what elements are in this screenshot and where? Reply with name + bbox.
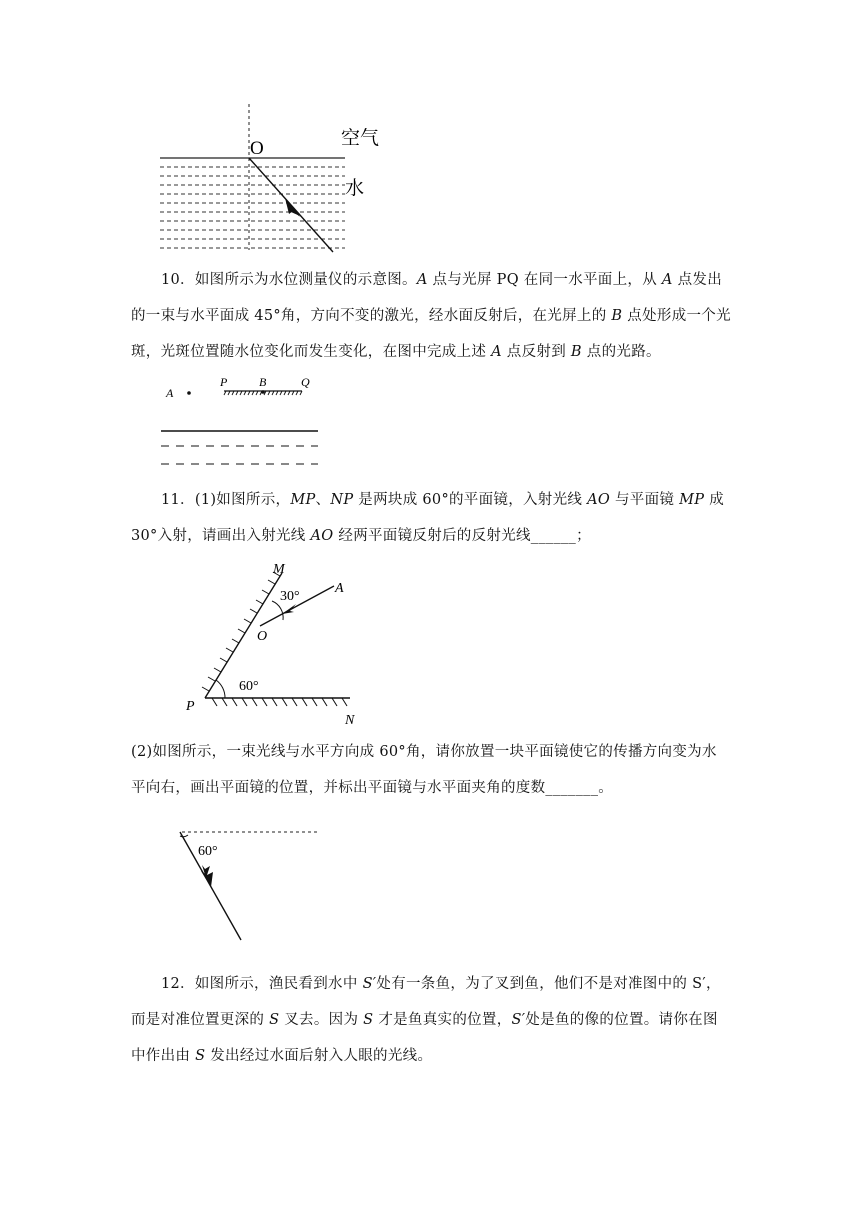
ray-ao: AO bbox=[310, 528, 334, 544]
question-number: 10． bbox=[161, 272, 195, 288]
text: 、 bbox=[315, 492, 331, 508]
text: 叉去。因为 bbox=[279, 1012, 364, 1028]
point-q-label: Q bbox=[301, 375, 310, 389]
text: 点处形成一个光斑，光斑位置随水位变化而发生变化，在图中完成上述 bbox=[131, 308, 731, 360]
point-s: S bbox=[195, 1048, 206, 1064]
mirror-mp: MP bbox=[290, 492, 316, 508]
text: 如图所示，渔民看到水中 bbox=[194, 976, 363, 992]
ray-arrow bbox=[282, 604, 296, 614]
text: 点发出的一束与水平面成 45°角，方向不变的激光，经水面反射后，在光屏上的 bbox=[131, 272, 723, 324]
angle-60-label: 60° bbox=[198, 844, 218, 859]
text: 处是鱼的像的位置。请你在图中作出由 bbox=[131, 1012, 718, 1064]
ray-ao: AO bbox=[587, 492, 611, 508]
image-s-prime: S′ bbox=[362, 976, 377, 992]
point-b-label: B bbox=[259, 375, 267, 389]
air-label: 空气 bbox=[341, 128, 380, 149]
refraction-figure bbox=[155, 100, 395, 260]
question-number: 11． bbox=[161, 492, 195, 508]
point-s: S bbox=[269, 1012, 280, 1028]
water-level-figure bbox=[158, 370, 328, 470]
question-number: 12． bbox=[161, 976, 195, 992]
text: 经两平面镜反射后的反射光线______； bbox=[333, 528, 591, 544]
label-n: N bbox=[345, 713, 355, 728]
point-a-dot bbox=[187, 391, 191, 395]
text: 发出经过水面后射入人眼的光线。 bbox=[205, 1048, 433, 1064]
point-o-label: O bbox=[250, 138, 264, 159]
question-11-part-1 bbox=[131, 482, 731, 554]
image-s-prime: S′ bbox=[511, 1012, 526, 1028]
point-s: S bbox=[363, 1012, 374, 1028]
label-p: P bbox=[186, 699, 195, 714]
text: 如图所示为水位测量仪的示意图。 bbox=[194, 272, 417, 288]
text: 成 30°入射，请画出入射光线 bbox=[131, 492, 725, 544]
point-p-label: P bbox=[220, 375, 228, 389]
text: 是两块成 60°的平面镜，入射光线 bbox=[353, 492, 588, 508]
water-label: 水 bbox=[345, 178, 365, 199]
label-o: O bbox=[257, 629, 268, 644]
point-a: A bbox=[661, 272, 673, 288]
mirror-mp: MP bbox=[679, 492, 705, 508]
point-b: B bbox=[570, 344, 582, 360]
incident-ray bbox=[249, 158, 333, 252]
angle-30-label: 30° bbox=[280, 589, 300, 604]
label-a: A bbox=[335, 581, 344, 596]
text: 点反射到 bbox=[501, 344, 571, 360]
ray-60-figure bbox=[170, 820, 330, 950]
question-10 bbox=[131, 262, 731, 370]
mirror-np: NP bbox=[330, 492, 354, 508]
question-11-part-2 bbox=[131, 734, 731, 806]
two-mirrors-figure bbox=[180, 558, 370, 728]
question-12 bbox=[131, 966, 731, 1074]
text: (2)如图所示，一束光线与水平方向成 60°角，请你放置一块平面镜使它的传播方向变为水平向右，画出平面镜的位置，并标出平面镜与水平面夹角的度数_______。 bbox=[131, 744, 717, 796]
point-a: A bbox=[416, 272, 428, 288]
text: 与平面镜 bbox=[610, 492, 680, 508]
point-b-dot bbox=[261, 390, 265, 394]
text: 处有一条鱼，为了叉到鱼，他们不是对准图中的 S′，而是对准位置更深的 bbox=[131, 976, 721, 1028]
point-a-label: A bbox=[166, 386, 174, 400]
label-m: M bbox=[273, 562, 285, 577]
text: 点的光路。 bbox=[581, 344, 661, 360]
angle-60-label: 60° bbox=[239, 679, 259, 694]
point-b: B bbox=[611, 308, 623, 324]
text: (1)如图所示， bbox=[194, 492, 291, 508]
text: 点与光屏 PQ 在同一水平面上，从 bbox=[427, 272, 662, 288]
text: 才是鱼真实的位置， bbox=[373, 1012, 512, 1028]
point-a: A bbox=[491, 344, 502, 360]
